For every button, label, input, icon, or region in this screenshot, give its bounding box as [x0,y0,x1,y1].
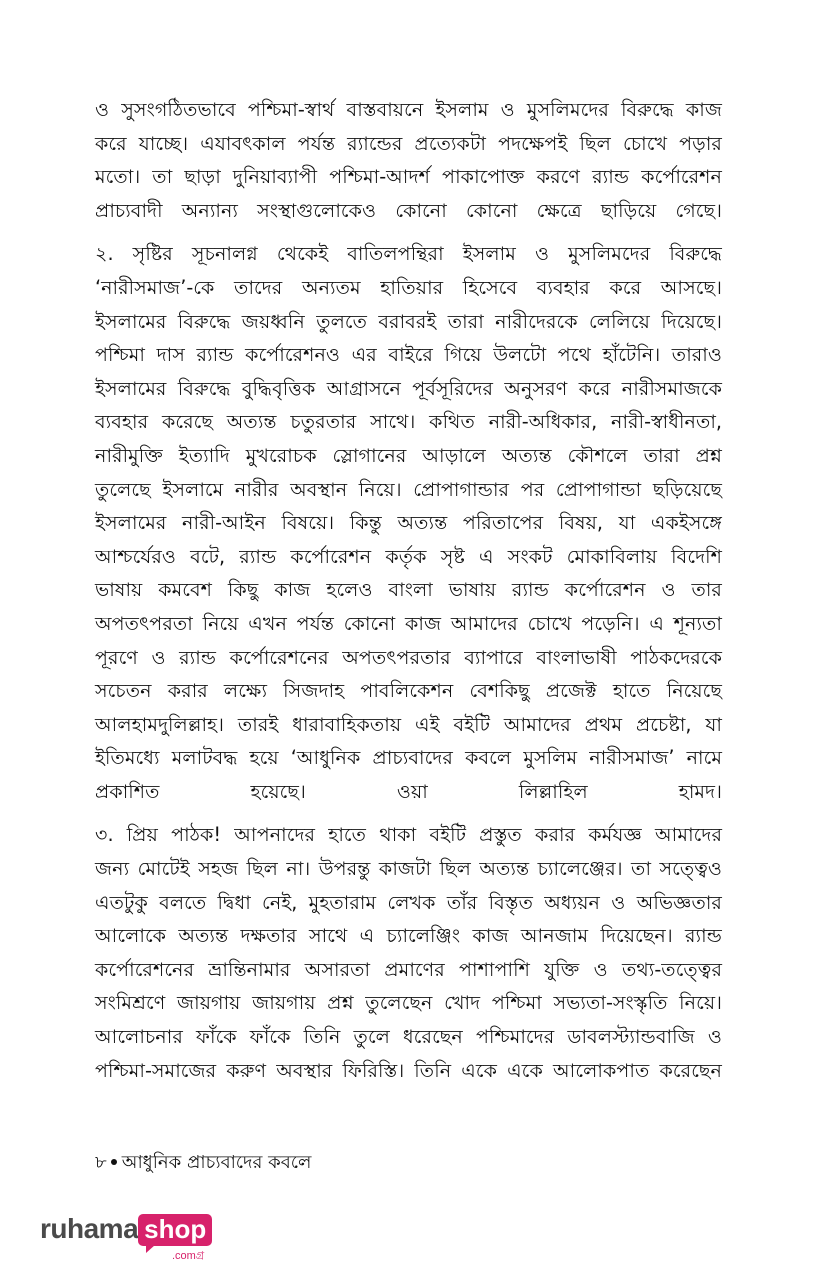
text-line-last: প্রাচ্যবাদী অন্যান্য সংস্থাগুলোকেও কোনো কোনো ক্ষেত্রে ছাড়িয়ে গেছে। [95,198,722,222]
ruhamashop-logo [40,1212,212,1262]
text-line: মতো। তা ছাড়া দুনিয়াব্যাপী পশ্চিমা-আদর্শ পাকাপোক্ত করণে র‍্যান্ড কর্পোরেশন [95,165,722,189]
text-line: সংমিশ্রণে জায়গায় জায়গায় প্রশ্ন তুলেছেন খোদ পশ্চিমা সভ্যতা-সংস্কৃতি নিয়ে। [95,991,722,1015]
logo-shop-badge: shop [138,1214,212,1246]
text-line: ভাষায় কমবেশ কিছু কাজ হলেও বাংলা ভাষায় র‍্যান্ড কর্পোরেশন ও তার [95,578,722,602]
text-line: করে যাচ্ছে। এযাবৎকাল পর্যন্ত র‍্যান্ডের প্রত্যেকটা পদক্ষেপই ছিল চোখে পড়ার [95,131,722,155]
text-line: ২. সৃষ্টির সূচনালগ্ন থেকেই বাতিলপন্থিরা ইসলাম ও মুসলিমদের বিরুদ্ধে [95,242,722,266]
text-line: আশ্চর্যেরও বটে, র‍্যান্ড কর্পোরেশন কর্তৃক সৃষ্ট এ সংকট মোকাবিলায় বিদেশি [95,544,722,568]
text-line: সচেতন করার লক্ষ্যে সিজদাহ পাবলিকেশন বেশকিছু প্রজেক্ট হাতে নিয়েছে [95,679,722,703]
text-line: ‘নারীসমাজ’-কে তাদের অন্যতম হাতিয়ার হিসেবে ব্যবহার করে আসছে। [95,275,722,299]
text-line: আলহামদুলিল্লাহ। তারই ধারাবাহিকতায় এই বইটি আমাদের প্রথম প্রচেষ্টা, যা [95,712,722,736]
text-line: ইসলামের নারী-আইন বিষয়ে। কিন্তু অত্যন্ত পরিতাপের বিষয়, যা একইসঙ্গে [95,511,722,535]
text-line: কর্পোরেশনের ভ্রান্তিনামার অসারতা প্রমাণের পাশাপাশি যুক্তি ও তথ্য-তত্ত্বের [95,957,722,981]
text-line: আলোচনার ফাঁকে ফাঁকে তিনি তুলে ধরেছেন পশ্চিমাদের ডাবলস্ট্যান্ডবাজি ও [95,1025,722,1049]
page-number: ৮ [95,1152,107,1173]
text-line: পশ্চিমা দাস র‍্যান্ড কর্পোরেশনও এর বাইরে গিয়ে উলটো পথে হাঁটেনি। তারাও [95,343,722,367]
text-line: ইসলামের বিরুদ্ধে জয়ধ্বনি তুলতে বরাবরই তারা নারীদেরকে লেলিয়ে দিয়েছে। [95,309,722,333]
logo-domain-text: .comগ্র [172,1250,205,1262]
page-body [95,93,722,1097]
text-line: অপতৎপরতা নিয়ে এখন পর্যন্ত কোনো কাজ আমাদের চোখে পড়েনি। এ শূন্যতা [95,611,722,635]
text-line: এতটুকু বলতে দ্বিধা নেই, মুহতারাম লেখক তাঁর বিস্তৃত অধ্যয়ন ও অভিজ্ঞতার [95,890,722,914]
bullet-dot [111,1159,117,1165]
text-line: পশ্চিমা-সমাজের করুণ অবস্থার ফিরিস্তি। তিনি একে একে আলোকপাত করেছেন [95,1058,722,1082]
text-line: ৩. প্রিয় পাঠক! আপনাদের হাতে থাকা বইটি প্রস্তুত করার কর্মযজ্ঞ আমাদের [95,823,722,847]
body-paragraph [95,818,722,1087]
running-title: আধুনিক প্রাচ্যবাদের কবলে [121,1152,312,1173]
text-line: নারীমুক্তি ইত্যাদি মুখরোচক স্লোগানের আড়ালে অত্যন্ত কৌশলে তারা প্রশ্ন [95,443,722,467]
body-paragraph [95,93,722,227]
text-line: ইসলামের বিরুদ্ধে বুদ্ধিবৃত্তিক আগ্রাসনে পূর্বসূরিদের অনুসরণ করে নারীসমাজকে [95,376,722,400]
logo-brand-text: ruhama [40,1213,139,1244]
text-line: ব্যবহার করেছে অত্যন্ত চতুরতার সাথে। কথিত নারী-অধিকার, নারী-স্বাধীনতা, [95,410,722,434]
text-line: জন্য মোটেই সহজ ছিল না। উপরন্তু কাজটা ছিল অত্যন্ত চ্যালেঞ্জের। তা সত্ত্বেও [95,857,722,881]
text-line-last: প্রকাশিত হয়েছে। ওয়া লিল্লাহিল হামদ। [95,779,722,803]
text-line: ইতিমধ্যে মলাটবদ্ধ হয়ে ‘আধুনিক প্রাচ্যবাদের কবলে মুসলিম নারীসমাজ’ নামে [95,746,722,770]
body-paragraph [95,237,722,808]
text-line: আলোকে অত্যন্ত দক্ষতার সাথে এ চ্যালেঞ্জিং কাজ আনজাম দিয়েছেন। র‍্যান্ড [95,924,722,948]
text-line: তুলেছে ইসলামে নারীর অবস্থান নিয়ে। প্রোপাগান্ডার পর প্রোপাগান্ডা ছড়িয়েছে [95,477,722,501]
text-line: ও সুসংগঠিতভাবে পশ্চিমা-স্বার্থ বাস্তবায়নে ইসলাম ও মুসলিমদের বিরুদ্ধে কাজ [95,98,722,121]
text-line: পূরণে ও র‍্যান্ড কর্পোরেশনের অপতৎপরতার ব্যাপারে বাংলাভাষী পাঠকদেরকে [95,645,722,669]
page-footer [95,1150,311,1176]
